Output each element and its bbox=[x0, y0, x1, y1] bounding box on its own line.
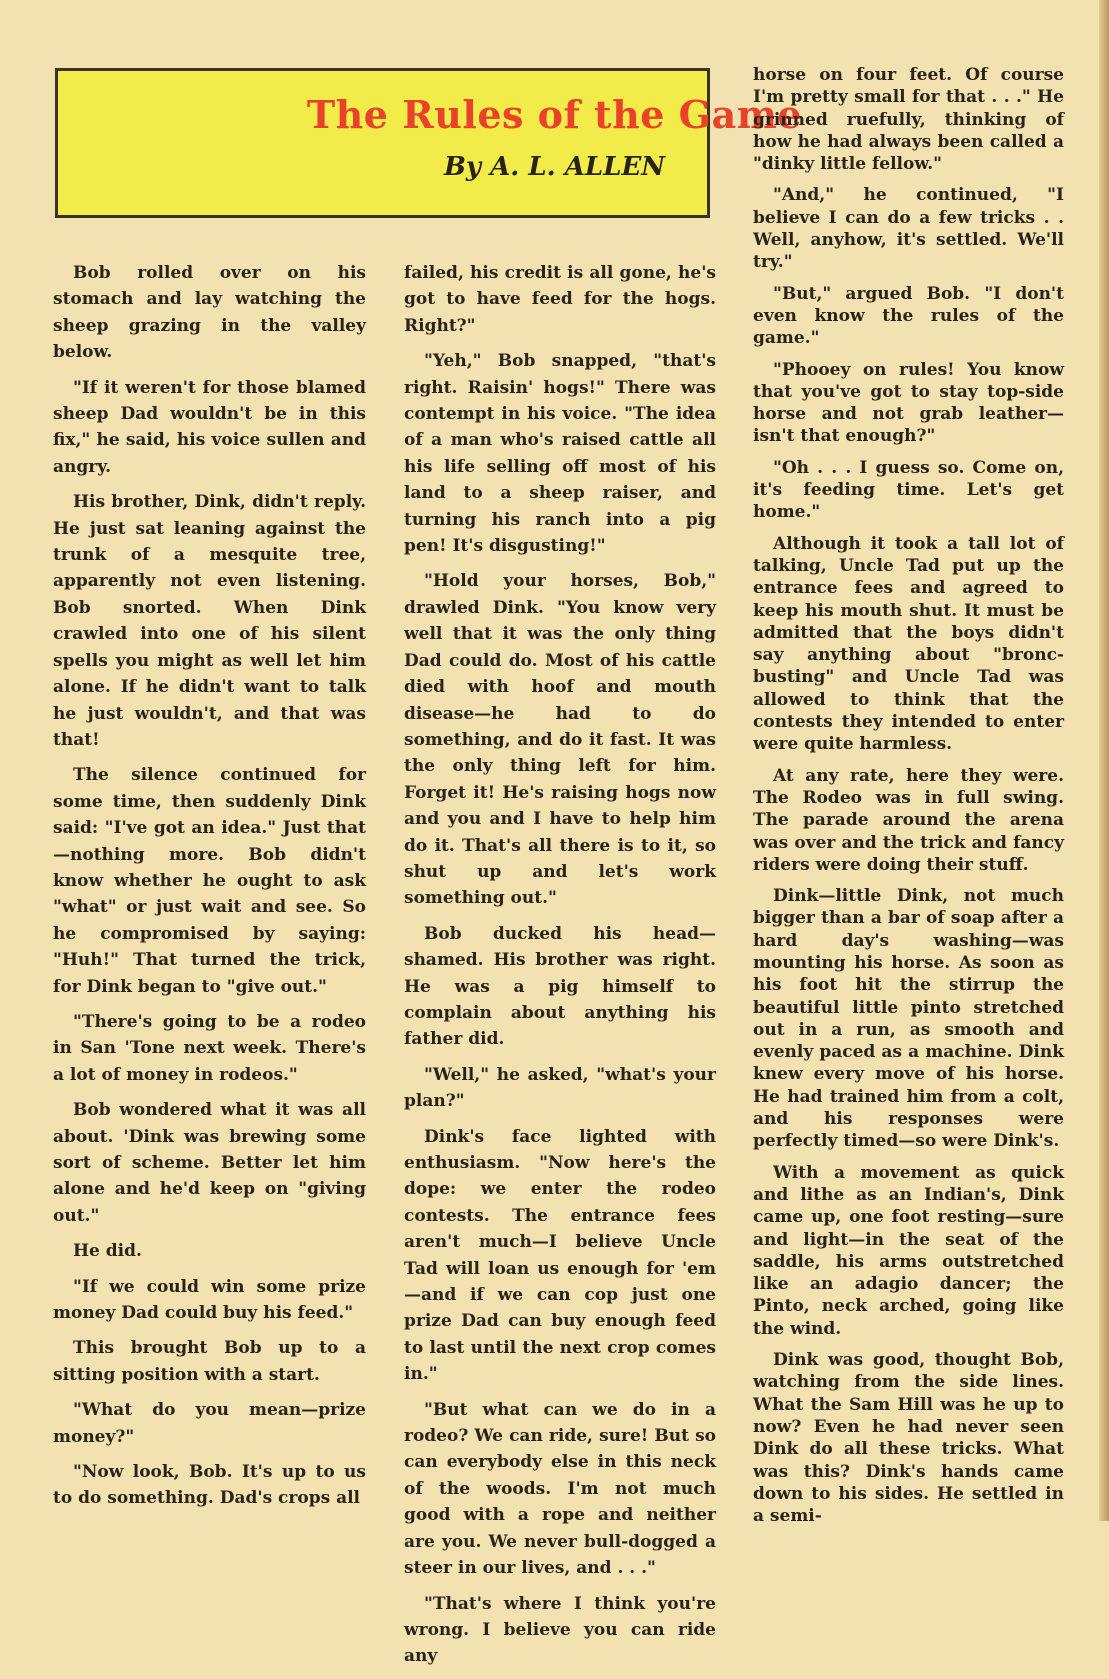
paragraph: Although it took a tall lot of talking, Uncle Tad put up the entrance fees and agreed to keep his mouth shut. It must be admitted that the boys didn't say anything about "bronc-busting" and Uncle Tad was allowed to think that the contests they intended to enter were quite harmless. bbox=[753, 533, 1064, 755]
paragraph: "But what can we do in a rodeo? We can ride, sure! But so can everybody else in this neck of the woods. I'm not much good with a rope and neither are you. We never bull-dogged a steer in our lives, and . . ." bbox=[404, 1399, 716, 1579]
paragraph: "And," he continued, "I believe I can do a few tricks . . Well, anyhow, it's settled. We'll try." bbox=[753, 185, 1064, 273]
paragraph: The silence continued for some time, then suddenly Dink said: "I've got an idea." Just that—nothing more. Bob didn't know whether he ought to ask "what" or just wait and see. So he compromised by saying: "Huh!" That turned the trick, for Dink began to "give out." bbox=[53, 765, 366, 997]
paragraph: horse on four feet. Of course I'm pretty small for that . . ." He grinned ruefully, thinking of how he had always been called a "dinky little fellow." bbox=[753, 65, 1064, 175]
text-column-3 bbox=[753, 64, 1064, 1536]
page-edge bbox=[1099, 0, 1109, 1521]
paragraph: failed, his credit is all gone, he's got to have feed for the hogs. Right?" bbox=[404, 263, 716, 336]
paragraph: Dink—little Dink, not much bigger than a bar of soap after a hard day's washing—was mounting his horse. As soon as his foot hit the stirrup the beautiful little pinto stretched out in a run, as smooth and evenly paced as a machine. Dink knew every move of his horse. He had trained him from a colt, and his responses were perfectly timed—so were Dink's. bbox=[753, 886, 1064, 1152]
paragraph: "Oh . . . I guess so. Come on, it's feeding time. Let's get home." bbox=[753, 457, 1064, 523]
paragraph: Dink was good, thought Bob, watching from the side lines. What the Sam Hill was he up to now? Even he had never seen Dink do all these tricks. What was this? Dink's hands came down to his sides. He settled in a semi- bbox=[753, 1350, 1064, 1527]
paragraph: Bob rolled over on his stomach and lay watching the sheep grazing in the valley below. bbox=[53, 263, 366, 363]
paragraph: "That's where I think you're wrong. I believe you can ride any bbox=[404, 1593, 716, 1667]
text-column-1 bbox=[53, 260, 366, 1521]
paragraph: Bob ducked his head—shamed. His brother was right. He was a pig himself to complain about anything his father did. bbox=[404, 923, 716, 1050]
paragraph: Bob wondered what it was all about. 'Dink was brewing some sort of scheme. Better let him alone and he'd keep on "giving out." bbox=[53, 1100, 366, 1226]
paragraph: "Phooey on rules! You know that you've got to stay top-side horse and not grab leather—isn't that enough?" bbox=[753, 359, 1064, 447]
paragraph: "Yeh," Bob snapped, "that's right. Raisin' hogs!" There was contempt in his voice. "The idea of a man who's raised cattle all his life selling off most of his land to a sheep raiser, and turning his ranch into a pig pen! It's disgusting!" bbox=[404, 351, 716, 557]
text-column-2 bbox=[404, 260, 716, 1679]
paragraph: "But," argued Bob. "I don't even know the rules of the game." bbox=[753, 283, 1064, 349]
paragraph: At any rate, here they were. The Rodeo was in full swing. The parade around the arena was over and the trick and fancy riders were doing their stuff. bbox=[753, 765, 1064, 875]
paragraph: "If it weren't for those blamed sheep Dad wouldn't be in this fix," he said, his voice sullen and angry. bbox=[53, 377, 366, 477]
paragraph: He did. bbox=[73, 1241, 142, 1262]
paragraph: "There's going to be a rodeo in San 'Tone next week. There's a lot of money in rodeos." bbox=[53, 1011, 366, 1085]
paragraph: "If we could win some prize money Dad could buy his feed." bbox=[53, 1276, 366, 1324]
paragraph: This brought Bob up to a sitting position with a start. bbox=[53, 1338, 366, 1385]
title-box bbox=[55, 68, 710, 218]
paragraph: "What do you mean—prize money?" bbox=[53, 1400, 366, 1447]
paragraph: "Now look, Bob. It's up to us to do something. Dad's crops all bbox=[53, 1462, 366, 1509]
paragraph: "Well," he asked, "what's your plan?" bbox=[404, 1064, 716, 1112]
paragraph: Dink's face lighted with enthusiasm. "Now here's the dope: we enter the rodeo contests. The entrance fees aren't much—I believe Uncle Tad will loan us enough for 'em—and if we can cop just one prize Dad can buy enough feed to last until the next crop comes in." bbox=[404, 1126, 716, 1385]
paragraph: With a movement as quick and lithe as an Indian's, Dink came up, one foot resting—sure and light—in the seat of the saddle, his arms outstretched like an adagio dancer; the Pinto, neck arched, going like the wind. bbox=[753, 1162, 1064, 1339]
paragraph: His brother, Dink, didn't reply. He just sat leaning against the trunk of a mesquite tree, apparently not even listening. Bob snorted. When Dink crawled into one of his silent spells you might as well let him alone. If he didn't want to talk he just wouldn't, and that was that! bbox=[53, 492, 366, 750]
paragraph: "Hold your horses, Bob," drawled Dink. "You know very well that it was the only thing Dad could do. Most of his cattle died with hoof and mouth disease—he had to do something, and do it fast. It was the only thing left for him. Forget it! He's raising hogs now and you and I have to help him do it. That's all there is to it, so shut up and let's work something out." bbox=[404, 571, 716, 909]
story-title: The Rules of the Game bbox=[306, 92, 803, 137]
byline: By A. L. ALLEN bbox=[443, 152, 666, 182]
